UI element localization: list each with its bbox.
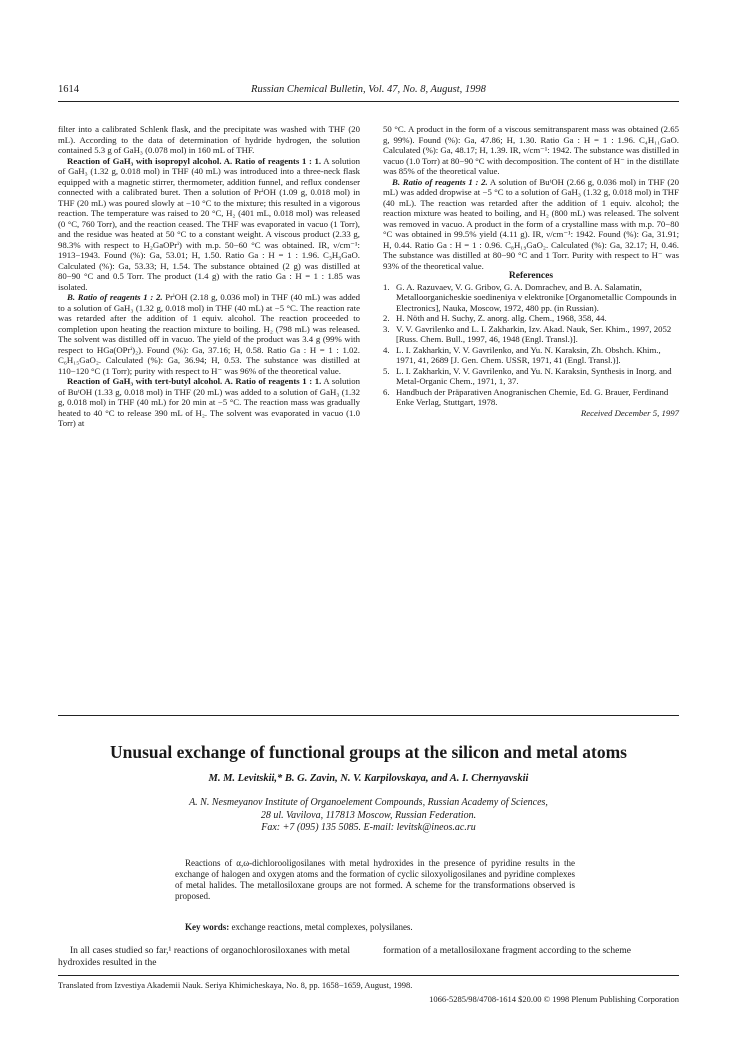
left-section-1: Reaction of GaH₃ with isopropyl alcohol. A. Ratio of reagents 1 : 1. A solution of GaH₃ (1.32 g, 0.018 mol) in THF (40 mL) was introduced into a three-neck flask equipped with a magnetic stirrer, thermometer, addition funnel, and reflux condenser connected with a calibrated buret. Then a solution of PrⁱOH (1.09 g, 0.018 mol) in THF (20 mL) was poured slowly at −10 °C to the mixture; this resulted in a vigorous reaction. The temperature was raised to 20 °C, H₂ (401 mL, 0.018 mol) was released (0 °C, 760 Torr), and the reaction ceased. The THF was evaporated in vacuo (1 Torr), and the residue was heated at 50 °C to a constant weight. A viscous product (2.33 g, 98.3% with respect to H₂GaOPrⁱ) with m.p. 50−60 °C was obtained. IR, ν/cm⁻¹: 1913−1943. Found (%): Ga, 53.01; H, 1.50. Ratio Ga : H = 1 : 1.96. C₃H₉GaO. Calculated (%): Ga, 53.33; H, 1.54. The substance obtained (2 g) was distilled at 80−90 °C and 0.5 Torr. The product (1.4 g) with the ratio Ga : H = 1 : 1.85 was isolated. (58, 155, 360, 292)
right-section-b: B. Ratio of reagents 1 : 2. A solution of BuᵗOH (2.66 g, 0.036 mol) in THF (20 mL) was added dropwise at −5 °C to a solution of GaH₃ (1.32 g, 0.018 mol) in THF (40 mL). The reaction was retarded after the addition of 1 equiv. alcohol; the reaction mixture was heated to boiling, and H₂ (800 mL) was released. The solvent was removed in vacuo. A product in the form of a crystalline mass with m.p. 70−80 °C was obtained in 99.5% yield (4.11 g). IR, ν/cm⁻¹: 1942. Found (%): Ga, 31.91; H, 0.44. Ratio Ga : H = 1 : 0.96. C₈H₁₉GaO₂. Calculated (%): Ga, 32.17; H, 0.46. The substance was distilled at 80−90 °C and 1 Torr. Purity with respect to H⁻ was 93% of the theoretical value. (383, 176, 679, 271)
abstract-text: Reactions of α,ω-dichlorooligosilanes with metal hydroxides in the presence of pyridine results in the exchange of halogen and oxygen atoms and the formation of cyclic siloxyoligosilanes and pyridine complexes of metal halides. The metallosiloxane groups are not formed. A scheme for the transformations observed is proposed. (175, 858, 575, 901)
left-section-1b: B. Ratio of reagents 1 : 2. PrⁱOH (2.18 g, 0.036 mol) in THF (40 mL) was added to a solution of GaH₃ (1.32 g, 0.018 mol) in THF (40 mL) at −5 °C. The reaction rate was retarded after the addition of 1 equiv. alcohol. The reaction proceeded to completion upon heating the reaction mixture to boiling. H₂ (798 mL) was released. The solvent was distilled off in vacuo. The yield of the product was 3.4 g (99% with respect to HGa(OPrⁱ)₂). Found (%): Ga, 37.16; H, 0.58. Ratio Ga : H = 1 : 1.02. C₆H₁₅GaO₂. Calculated (%): Ga, 36.94; H, 0.53. The substance was distilled at 110−120 °C (1 Torr); purity with respect to H⁻ was 96% of the theoretical value. (58, 292, 360, 376)
reference-list (383, 282, 679, 408)
right-column (383, 124, 679, 418)
reference-item: 5. L. I. Zakharkin, V. V. Gavrilenko, and Yu. N. Karaksin, Synthesis in Inorg. and Metal-Organic Chem., 1971, 1, 37. (383, 365, 672, 386)
section-heading: Reaction of GaH₃ with tert-butyl alcohol. A. Ratio of reagents 1 : 1. (67, 376, 322, 386)
body-left (58, 945, 350, 969)
section-heading: B. Ratio of reagents 1 : 2. (67, 292, 163, 302)
keywords (185, 922, 575, 932)
footer-translated: Translated from Izvestiya Akademii Nauk. Seriya Khimicheskaya, No. 8, pp. 1658−1659, August, 1998. (58, 980, 413, 990)
reference-item: 4. L. I. Zakharkin, V. V. Gavrilenko, and Yu. N. Karaksin, Zh. Obshch. Khim., 1971, 41, 2689 [J. Gen. Chem. USSR, 1971, 41 (Engl. Transl.)]. (383, 344, 661, 365)
header-rule (58, 101, 679, 102)
affiliation-line: Fax: +7 (095) 135 5085. E-mail: levitsk@ineos.ac.ru (261, 822, 476, 833)
section-heading: B. Ratio of reagents 1 : 2. (392, 176, 488, 187)
affiliation-line: 28 ul. Vavilova, 117813 Moscow, Russian Federation. (260, 809, 477, 821)
footer-copyright: 1066-5285/98/4708-1614 $20.00 © 1998 Plenum Publishing Corporation (429, 994, 679, 1004)
body-right (383, 945, 679, 957)
references-heading: References (508, 271, 554, 281)
right-para-1: 50 °C. A product in the form of a viscous semitransparent mass was obtained (2.65 g, 99%). Found (%): Ga, 47.86; H, 1.30. Ratio Ga : H = 1 : 1.96. C₄H₁₁GaO. Calculated (%): Ga, 48.17; H, 1.39. IR, ν/cm⁻¹: 1942. The substance was distilled in vacuo (1.0 Torr) at 80−90 °C with decomposition. The content of H⁻ in the distillate was 85% of the theoretical value. (383, 124, 679, 176)
author-affiliation (58, 797, 679, 835)
article-separator-rule (58, 715, 679, 716)
keywords-text: exchange reactions, metal complexes, polysilanes. (231, 922, 413, 932)
left-column (58, 124, 360, 429)
page-number: 1614 (58, 84, 79, 95)
reference-item: 2. H. Nöth and H. Suchy, Z. anorg. allg. Chem., 1968, 358, 44. (383, 313, 607, 323)
left-section-2: Reaction of GaH₃ with tert-butyl alcohol. A. Ratio of reagents 1 : 1. A solution of BuᵗOH (1.33 g, 0.018 mol) in THF (20 mL) was added to a solution of GaH₃ (1.32 g, 0.018 mol) in THF (40 mL) for 20 min at −5 °C. The reaction mass was gradually heated to 40 °C to release 390 mL of H₂. The solvent was evaporated in vacuo (1.0 Torr) at (58, 376, 360, 428)
reference-item: 6. Handbuch der Präparativen Anogranischen Chemie, Ed. G. Brauer, Ferdinand Enke Verlag, Stuttgart, 1978. (383, 386, 669, 407)
body-left-text: In all cases studied so far,¹ reactions of organochlorosiloxanes with metal hydroxides resulted in the (58, 946, 350, 968)
footer-rule (58, 975, 679, 976)
abstract (175, 858, 575, 902)
keywords-label: Key words: (185, 922, 230, 932)
section-heading: Reaction of GaH₃ with isopropyl alcohol. A. Ratio of reagents 1 : 1. (67, 155, 322, 166)
left-para-1: filter into a calibrated Schlenk flask, and the precipitate was washed with THF (20 mL). According to the data of determination of hydride hydrogen, the solution contained 5.3 g of GaH₃ (0.078 mol) in 160 mL of THF. (58, 124, 360, 155)
reference-item: 1. G. A. Razuvaev, V. G. Gribov, G. A. Domrachev, and B. A. Salamatin, Metalloorganicheskie soedineniya v elektronike [Organometallic Compounds in Electronics], Nauka, Moscow, 1972, 480 pp. (in Russian). (383, 281, 677, 313)
received-date: Received December 5, 1997 (580, 407, 679, 418)
article-authors: M. M. Levitskii,* B. G. Zavin, N. V. Karpilovskaya, and A. I. Chernyavskii (208, 773, 529, 784)
reference-item: 3. V. V. Gavrilenko and L. I. Zakharkin, Izv. Akad. Nauk, Ser. Khim., 1997, 2052 [Russ. Chem. Bull., 1997, 46, 1948 (Engl. Transl.)]. (383, 323, 672, 344)
journal-citation: Russian Chemical Bulletin, Vol. 47, No. 8, August, 1998 (251, 84, 486, 95)
running-header (58, 84, 679, 100)
body-right-text: formation of a metallosiloxane fragment according to the scheme (383, 946, 631, 956)
affiliation-line: A. N. Nesmeyanov Institute of Organoelement Compounds, Russian Academy of Sciences, (189, 797, 548, 808)
article-title: Unusual exchange of functional groups at the silicon and metal atoms (110, 742, 627, 762)
